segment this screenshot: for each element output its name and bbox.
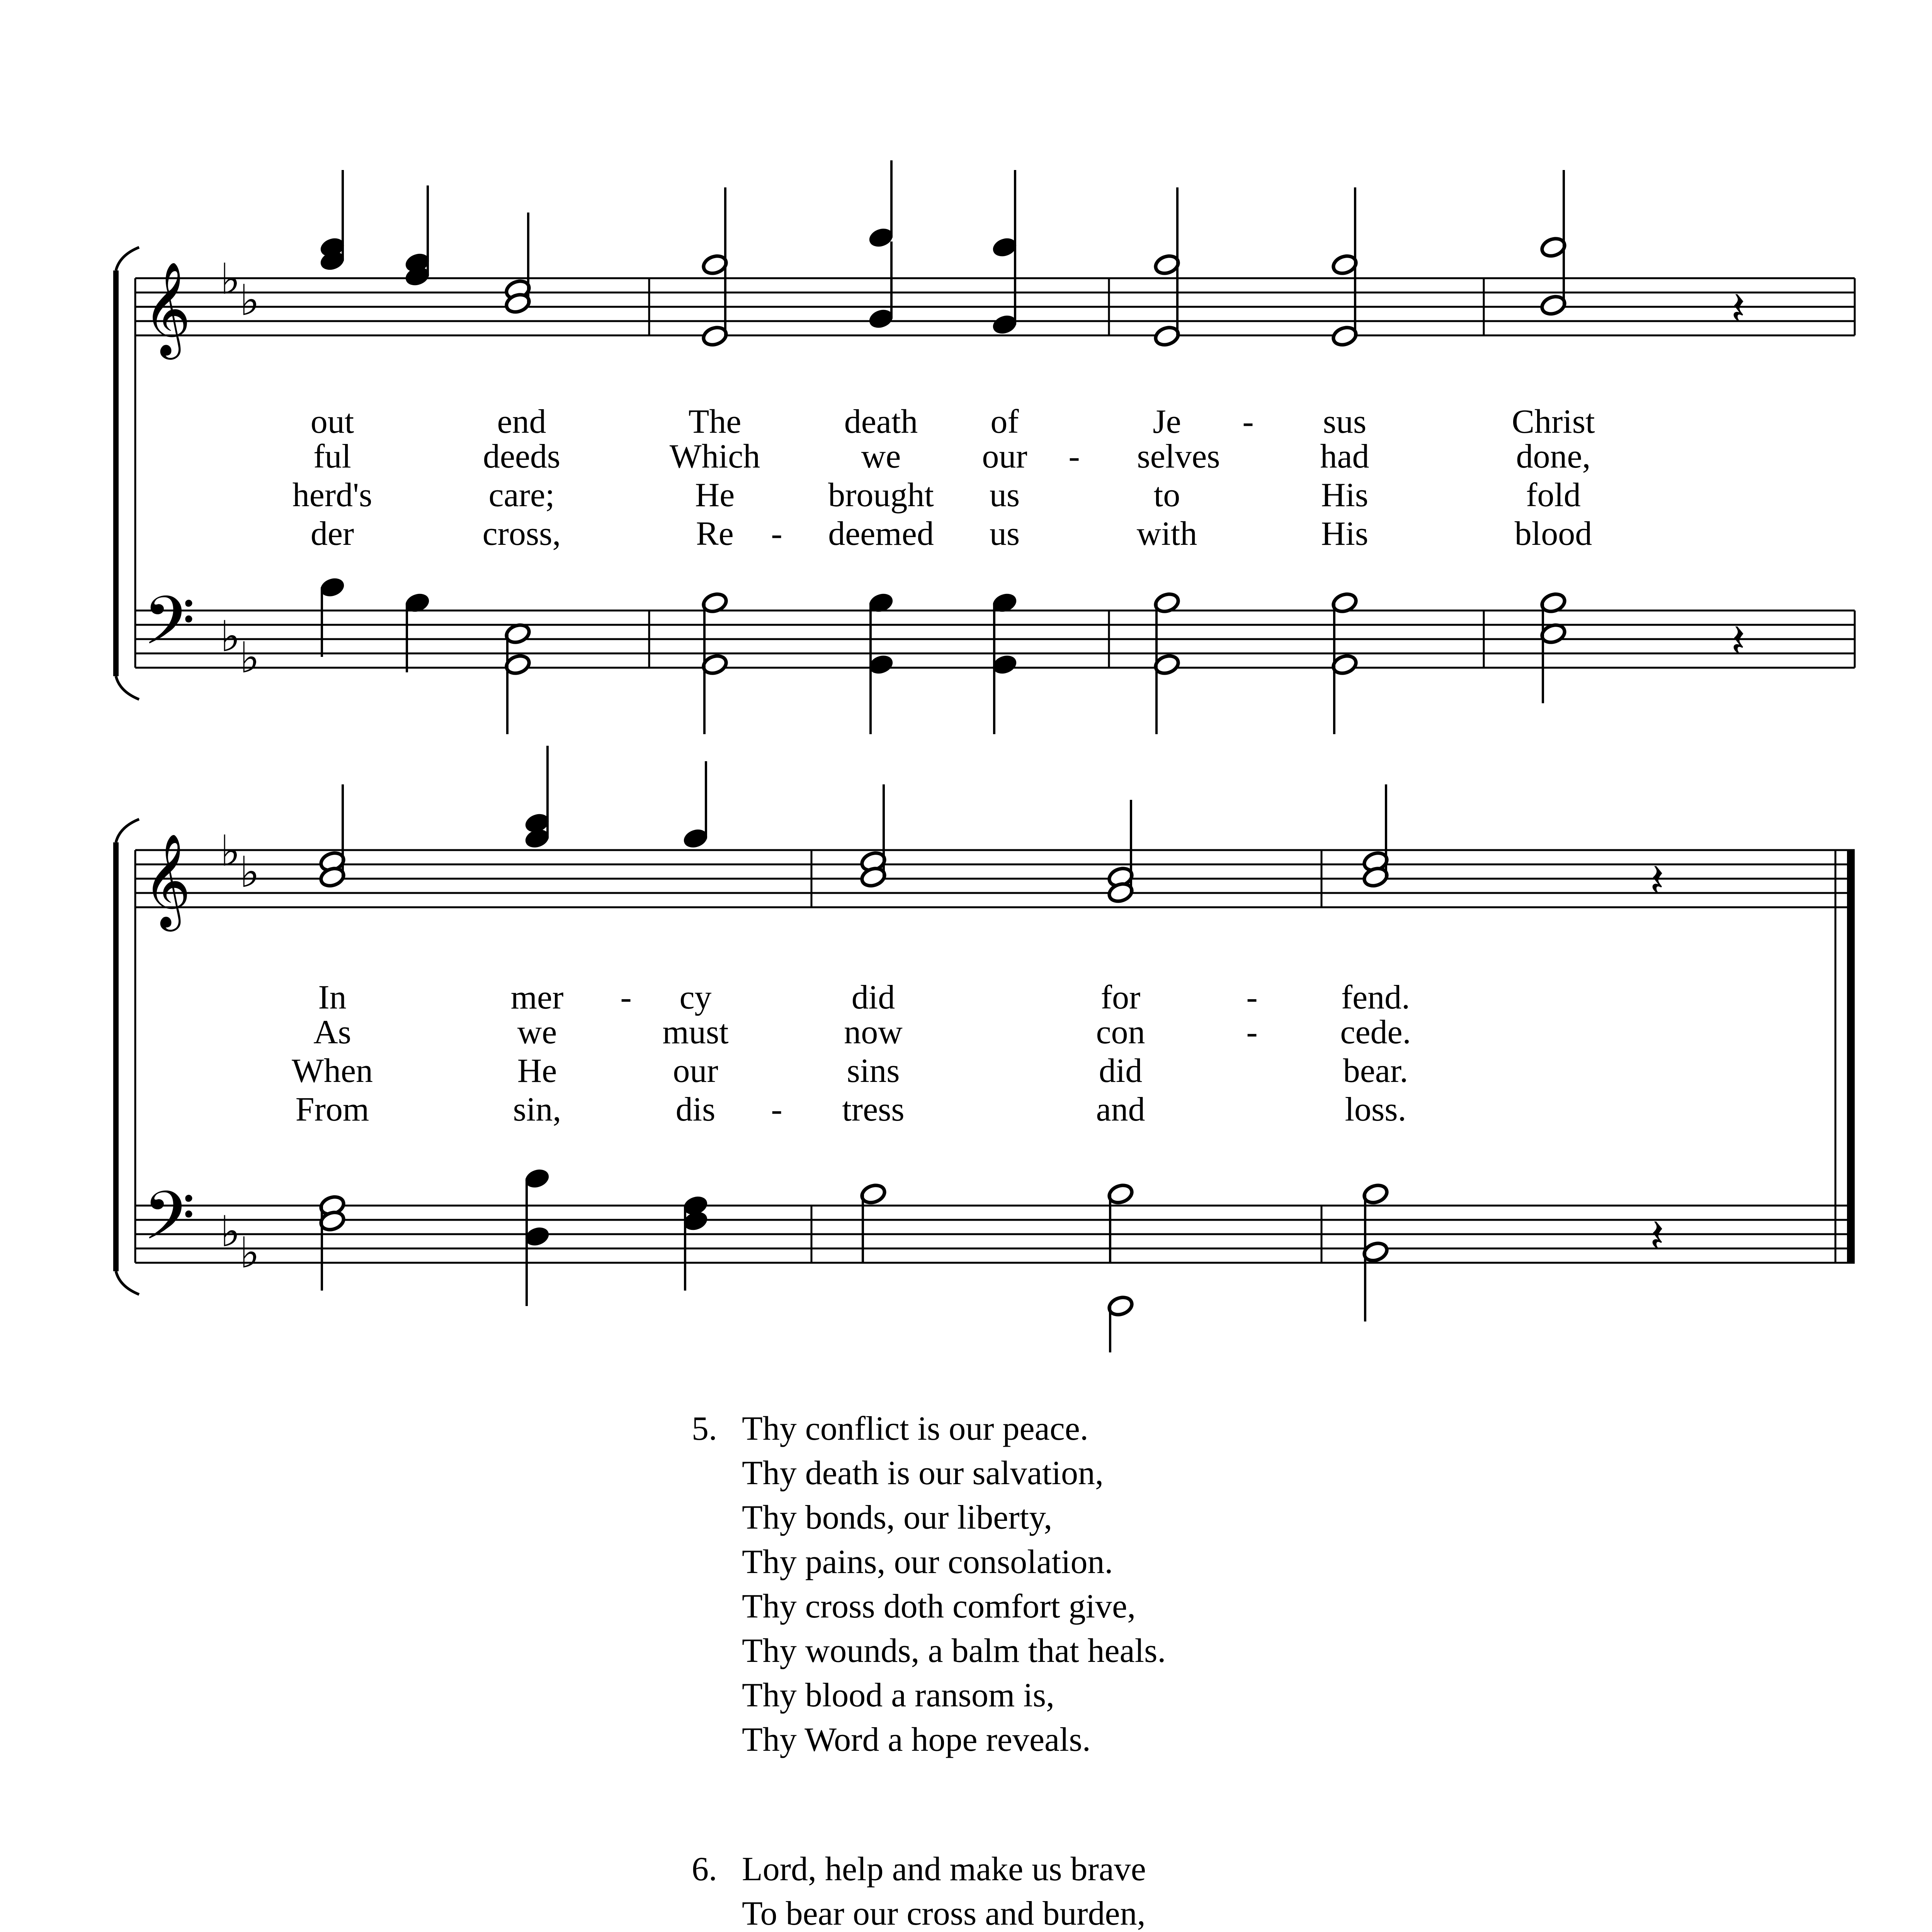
lyric-syllable: As <box>313 1014 351 1051</box>
lyric-syllable: Christ <box>1512 403 1595 440</box>
lyric-syllable: our <box>982 438 1027 475</box>
note-head <box>1540 622 1567 703</box>
lyric-syllable: - <box>620 979 632 1016</box>
note-head <box>682 761 709 850</box>
lyric-syllable: of <box>990 403 1019 440</box>
lyric-syllable: did <box>851 979 895 1016</box>
note-head <box>1362 1240 1389 1321</box>
lyric-syllable: we <box>517 1014 557 1051</box>
note-head <box>682 1209 709 1291</box>
lyric-syllable: sin, <box>513 1091 561 1128</box>
note-head <box>1107 815 1134 904</box>
lyric-syllable: us <box>989 476 1020 514</box>
note-head <box>867 653 895 734</box>
barlines <box>649 278 1855 668</box>
lyrics-system-2 <box>292 979 1411 1128</box>
system-bracket <box>116 247 139 699</box>
lyric-syllable: Re <box>696 515 734 553</box>
verse-5 <box>692 1406 1166 1762</box>
lyric-syllable: must <box>662 1014 729 1051</box>
verse-line: To bear our cross and burden, <box>742 1895 1146 1932</box>
lyric-syllable: bear. <box>1343 1052 1408 1090</box>
lyric-syllable: death <box>844 403 918 440</box>
lyric-syllable: der <box>310 515 354 553</box>
verse-line: Thy conflict is our peace. <box>742 1410 1088 1447</box>
lyric-syllable: fold <box>1526 476 1581 514</box>
lyrics-system-1 <box>293 403 1595 553</box>
lyric-syllable: end <box>497 403 546 440</box>
lyric-syllable: con <box>1096 1014 1145 1051</box>
lyric-syllable: cy <box>679 979 712 1016</box>
lyric-syllable: - <box>1246 979 1258 1016</box>
note-head <box>319 184 346 272</box>
verse-lines <box>742 1406 1166 1762</box>
note-head <box>524 761 551 850</box>
verse-number: 5. <box>692 1410 717 1447</box>
note-head <box>1362 800 1389 889</box>
bass-clef-icon: 𝄢 <box>143 582 196 676</box>
verse-number: 6. <box>692 1850 717 1888</box>
barlines <box>811 850 1851 1263</box>
lyric-syllable: blood <box>1514 515 1592 553</box>
lyric-syllable: care; <box>488 476 555 514</box>
lyric-syllable: Je <box>1153 403 1181 440</box>
verse-line: Thy pains, our consolation. <box>742 1543 1113 1581</box>
note-head <box>404 199 431 288</box>
note-head <box>860 800 887 889</box>
lyric-syllable: out <box>310 403 354 440</box>
lyric-syllable: mer <box>510 979 564 1016</box>
note-head <box>991 170 1019 259</box>
svg-text:♭: ♭ <box>240 276 260 325</box>
note-head <box>701 653 729 734</box>
lyric-syllable: His <box>1321 515 1369 553</box>
verse-line: Thy blood a ransom is, <box>742 1677 1055 1714</box>
note-head <box>504 226 532 315</box>
lyric-syllable: and <box>1096 1091 1145 1128</box>
lyric-syllable: He <box>695 476 735 514</box>
verse-line: Thy wounds, a balm that heals. <box>742 1632 1166 1670</box>
lyric-syllable: From <box>295 1091 369 1128</box>
note-head <box>319 800 346 889</box>
note-head <box>524 1225 551 1306</box>
lyric-syllable: brought <box>828 476 934 514</box>
lyric-syllable: for <box>1100 979 1141 1016</box>
svg-text:♭: ♭ <box>220 254 240 304</box>
verse-line: Lord, help and make us brave <box>742 1850 1146 1888</box>
note-head <box>504 653 532 734</box>
lyric-syllable: us <box>989 515 1020 553</box>
bass-staff-2 <box>135 1206 1855 1263</box>
bass-clef-icon: 𝄢 <box>143 1177 196 1271</box>
rests-2 <box>1650 854 1664 1263</box>
lyric-syllable: now <box>844 1014 903 1051</box>
lyric-syllable: - <box>1242 403 1254 440</box>
lyric-syllable: with <box>1136 515 1197 553</box>
note-head <box>1153 653 1181 734</box>
note-head <box>1107 1294 1134 1352</box>
lyric-syllable: deemed <box>828 515 934 553</box>
lyric-syllable: ful <box>313 438 351 475</box>
key-signature <box>220 254 260 682</box>
verse-line: Thy death is our salvation, <box>742 1454 1104 1492</box>
lyric-syllable: - <box>771 515 782 553</box>
lyric-syllable: had <box>1320 438 1369 475</box>
lyric-syllable: did <box>1099 1052 1143 1090</box>
lyric-syllable: cede. <box>1340 1014 1411 1051</box>
svg-text:𝄽: 𝄽 <box>1650 1209 1664 1263</box>
lyric-syllable: selves <box>1137 438 1220 475</box>
system-bracket <box>116 819 139 1294</box>
svg-text:♭: ♭ <box>240 633 260 682</box>
verse-line: Thy Word a hope reveals. <box>742 1721 1091 1759</box>
lyric-syllable: done, <box>1516 438 1591 475</box>
note-head <box>867 160 895 249</box>
verse-line: Thy cross doth comfort give, <box>742 1588 1136 1625</box>
svg-text:𝄽: 𝄽 <box>1650 854 1664 908</box>
lyric-syllable: loss. <box>1345 1091 1406 1128</box>
lyric-syllable: - <box>771 1091 782 1128</box>
lyric-syllable: herd's <box>292 476 372 514</box>
lyric-syllable: sus <box>1323 403 1367 440</box>
note-head <box>1331 653 1359 734</box>
lyric-syllable: deeds <box>483 438 561 475</box>
lyric-syllable: Which <box>669 438 760 475</box>
note-head <box>319 1209 346 1291</box>
svg-text:𝄽: 𝄽 <box>1731 282 1745 336</box>
verse-line: Thy bonds, our liberty, <box>742 1499 1053 1536</box>
svg-text:♭: ♭ <box>220 612 240 661</box>
lyric-syllable: - <box>1246 1014 1258 1051</box>
lyric-syllable: sins <box>847 1052 900 1090</box>
treble-clef-icon: 𝄞 <box>143 261 191 355</box>
lyric-syllable: tress <box>842 1091 905 1128</box>
lyric-syllable: He <box>517 1052 557 1090</box>
note-head <box>867 242 895 330</box>
lyric-syllable: In <box>318 979 347 1016</box>
lyric-syllable: His <box>1321 476 1369 514</box>
lyric-syllable: dis <box>675 1091 716 1128</box>
svg-text:♭: ♭ <box>220 1207 240 1256</box>
verse-6 <box>692 1847 1199 1932</box>
svg-text:♭: ♭ <box>240 1228 260 1277</box>
system-1 <box>116 160 1855 734</box>
note-head <box>1107 1182 1134 1264</box>
note-head <box>991 653 1019 734</box>
lyric-syllable: The <box>688 403 742 440</box>
svg-text:𝄽: 𝄽 <box>1731 614 1745 668</box>
lyric-syllable: to <box>1153 476 1180 514</box>
lyric-syllable: cross, <box>482 515 561 553</box>
note-head <box>860 1182 887 1264</box>
lyric-syllable: our <box>673 1052 718 1090</box>
lyric-syllable: - <box>1068 438 1080 475</box>
treble-staff-2 <box>135 850 1855 907</box>
note-head <box>319 576 346 657</box>
svg-text:♭: ♭ <box>220 826 240 876</box>
lyric-syllable: When <box>291 1052 373 1090</box>
verse-lines <box>742 1847 1199 1932</box>
treble-clef-icon: 𝄞 <box>143 833 191 927</box>
lyric-syllable: fend. <box>1341 979 1410 1016</box>
svg-text:♭: ♭ <box>240 847 260 897</box>
system-2 <box>116 746 1855 1352</box>
note-head <box>404 591 431 672</box>
lyric-syllable: we <box>861 438 901 475</box>
